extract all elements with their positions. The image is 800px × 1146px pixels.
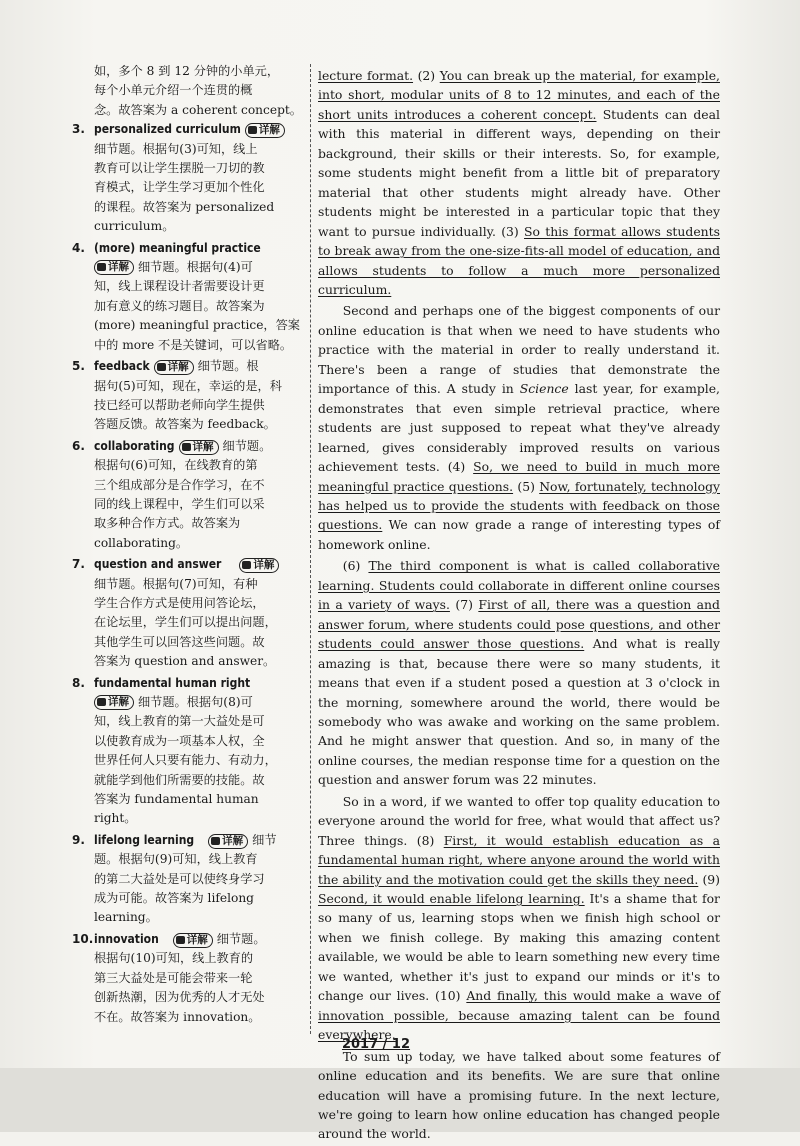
page-number: 2017 / 12 — [341, 1037, 411, 1052]
text-line: 根据句(6)可知，在线教育的第 — [94, 458, 258, 473]
sentence-marker: (10) — [435, 988, 461, 1004]
detail-badge: 详解 — [173, 933, 213, 948]
transcript-paragraph-5: To sum up today, we have talked about some features of online education and its benefits. We are sure that online education will have a promising future. In the next lecture, we're going to learn how online education has changed people around the world. — [318, 1048, 720, 1142]
text-line: 细节题。 — [216, 931, 266, 946]
body-text: Second and perhaps one of the biggest components of our online education is that when we need to have students who practice with the material in order to really understand it. There's been a range of studies that demonstrate the importance of this. A study in — [318, 303, 720, 397]
answer-item-7 — [72, 555, 304, 671]
text-line: 答题反馈。故答案为 feedback。 — [94, 417, 276, 432]
text-line: 细节题。根据句(8)可 — [138, 695, 253, 709]
answer-key: fundamental human right — [94, 675, 251, 690]
text-line: 细节题。根据句(4)可 — [138, 260, 253, 275]
answer-key: feedback — [94, 359, 150, 374]
underlined-text: You can break up the material, for example, into short, modular units of 8 to 12 minutes, and each of the short units introduces a coherent concept. — [318, 68, 720, 122]
text-line: 育模式，让学生学习更加个性化 — [94, 180, 265, 195]
text-line: 不在。故答案为 innovation。 — [94, 1009, 261, 1024]
column-divider — [310, 64, 311, 1034]
answer-key: lifelong learning — [94, 832, 195, 847]
answer-item-9 — [72, 831, 304, 928]
body-text: Students can deal with this material in different ways, depending on their background, their skills or their interests. So, for example, some students might benefit from a little bit of preparatory material that other students might already have. Other students might be interested in a particular topic that they want to pursue individually. — [318, 106, 720, 239]
body-text: We can now grade a range of interesting types of homework online. — [318, 517, 720, 552]
text-line: curriculum。 — [94, 219, 175, 234]
text-line: 知，线上课程设计者需要设计更 — [94, 279, 265, 294]
item-number: 8. — [72, 675, 85, 690]
text-line: collaborating。 — [94, 535, 189, 550]
text-line: 学生合作方式是使用问答论坛， — [94, 595, 265, 610]
body-text: And what is really amazing is that, because there were so many students, it means that even if a student posed a question at 3 o'clock in the morning, somewhere around the world, there would be somebody who was awake and working on the same problem. And he might answer that question. And so, in many of the online courses, the median response time for a question on the question and answer forum was 22 minutes. — [318, 636, 720, 788]
text-line: 细节题。根据句(3)可知，线上 — [94, 141, 258, 156]
book-icon — [176, 936, 185, 944]
text-line: 的课程。故答案为 personalized — [94, 199, 275, 214]
transcript-paragraph-1 — [318, 66, 720, 299]
text-line: 念。故答案为 a coherent concept。 — [94, 102, 302, 117]
text-line: 教育可以让学生摆脱一刀切的教 — [94, 161, 265, 176]
text-line: 世界任何人只要有能力、有动力， — [94, 753, 277, 768]
item-number: 5. — [72, 359, 85, 374]
answer-key: (more) meaningful practice — [94, 240, 261, 255]
item-number: 6. — [72, 438, 85, 453]
text-line: 知，线上教育的第一大益处是可 — [94, 714, 265, 729]
text-line: 中的 more 不是关键词，可以省略。 — [94, 337, 293, 352]
underlined-text: lecture format. — [318, 68, 414, 83]
sentence-marker: (6) — [342, 558, 361, 574]
text-line: 创新热潮，因为优秀的人才无处 — [94, 990, 265, 1005]
answer-explanations-column — [72, 62, 304, 1029]
underlined-text: Second, it would enable lifelong learning. — [318, 891, 585, 907]
sentence-marker: (3) — [501, 223, 519, 239]
underlined-text: So this format allows students to break away from the one-size-fits-all model of education, and allows students to follow a much more personalized curriculum. — [318, 223, 720, 297]
transcript-paragraph-3 — [318, 556, 720, 789]
sentence-marker: (2) — [417, 68, 436, 83]
item-number: 9. — [72, 832, 85, 847]
body-text: So in a word, if we wanted to offer top quality education to everyone around the world for free, what would that affect us? Three things. — [318, 793, 720, 848]
text-line: 答案为 question and answer。 — [94, 654, 276, 669]
text-line: 根据句(10)可知，线上教育的 — [94, 951, 254, 966]
journal-title: Science — [519, 381, 569, 397]
text-line: 据句(5)可知，现在，幸运的是，科 — [94, 378, 282, 393]
underlined-text: And finally, this would make a wave of innovation possible, because amazing talent can be found everywhere. — [318, 988, 720, 1043]
text-line: 细节题。根据句(7)可知，有种 — [94, 576, 258, 591]
book-icon — [242, 561, 251, 569]
text-line: 技已经可以帮助老师向学生提供 — [94, 397, 265, 412]
answer-item-10 — [72, 930, 304, 1027]
book-icon — [97, 263, 106, 271]
detail-badge: 详解 — [245, 123, 285, 138]
text-line: 细节题。 — [222, 438, 272, 453]
text-line: 就能学到他们所需要的技能。故 — [94, 772, 265, 787]
answer-key: personalized curriculum — [94, 122, 241, 137]
answer-item-4 — [72, 239, 304, 355]
text-line: 取多种合作方式。故答案为 — [94, 516, 241, 531]
item-number: 10. — [72, 931, 94, 946]
text-line: 答案为 fundamental human right。 — [94, 792, 259, 826]
book-icon — [97, 698, 106, 706]
book-icon — [157, 363, 166, 371]
underlined-text: The third component is what is called collaborative learning. Students could collaborate in different online courses in a variety of ways. — [318, 558, 720, 613]
book-icon — [248, 126, 257, 134]
text-line: 在论坛里，学生们可以提出问题， — [94, 615, 277, 630]
text-line: 同的线上课程中，学生们可以采 — [94, 496, 265, 511]
text-line: 其他学生可以回答这些问题。故 — [94, 634, 265, 649]
text-line: (more) meaningful practice，答案 — [94, 318, 300, 333]
text-line: 以使教育成为一项基本人权，全 — [94, 733, 265, 748]
answer-key: innovation — [94, 931, 159, 946]
underlined-text: First of all, there was a question and answer forum, where students could pose questions, and other students could answer those questions. — [318, 597, 720, 652]
answer-item-8 — [72, 674, 304, 829]
detail-badge: 详解 — [179, 440, 219, 455]
book-icon — [211, 837, 220, 845]
sentence-marker: (4) — [447, 459, 466, 475]
underlined-text: First, it would establish education as a fundamental human right, where anyone around the world with the ability and the motivation could get the skills they need. — [318, 832, 720, 887]
body-text: last year, for example, demonstrates that even simple retrieval practice, where students are just supposed to repeat what they've already learned, gives considerably improved results on various achievement tests. — [318, 381, 720, 475]
text-line: 每个小单元介绍一个连贯的概 — [94, 83, 253, 98]
item-number: 4. — [72, 240, 85, 255]
answer-key: collaborating — [94, 438, 175, 453]
text-line: 细节题。根 — [197, 359, 259, 374]
item-number: 3. — [72, 122, 85, 137]
text-line: 的第二大益处是可以使终身学习 — [94, 871, 265, 886]
transcript-column — [318, 66, 720, 1146]
answer-item-6 — [72, 437, 304, 553]
detail-badge: 详解 — [94, 695, 134, 710]
underlined-text: So, we need to build in much more meaningful practice questions. — [318, 459, 720, 494]
text-line: 如，多个 8 到 12 分钟的小单元， — [94, 64, 280, 78]
text-line: learning。 — [94, 910, 158, 925]
text-line: 题。根据句(9)可知，线上教育 — [94, 852, 258, 867]
intro-continuation — [72, 62, 304, 120]
detail-badge: 详解 — [94, 260, 134, 275]
detail-badge: 详解 — [208, 834, 248, 849]
answer-item-5 — [72, 357, 304, 435]
transcript-paragraph-2 — [318, 301, 720, 554]
transcript-paragraph-4 — [318, 792, 720, 1045]
sentence-marker: (7) — [455, 597, 473, 613]
sentence-marker: (8) — [416, 832, 435, 848]
text-line: 细节 — [252, 832, 277, 847]
sentence-marker: (5) — [517, 478, 535, 494]
answer-item-3 — [72, 120, 304, 236]
text-line: 三个组成部分是合作学习，在不 — [94, 477, 265, 492]
detail-badge: 详解 — [239, 558, 279, 573]
sentence-marker: (9) — [702, 871, 720, 887]
text-line: 第三大益处是可能会带来一轮 — [94, 970, 253, 985]
text-line: 加有意义的练习题目。故答案为 — [94, 298, 265, 313]
underlined-text: Now, fortunately, technology has helped us to provide the students with feedback on those questions. — [318, 478, 720, 533]
item-number: 7. — [72, 557, 85, 572]
book-icon — [182, 443, 191, 451]
text-line: 成为可能。故答案为 lifelong — [94, 891, 254, 906]
answer-key: question and answer — [94, 557, 222, 572]
body-text: It's a shame that for so many of us, learning stops when we finish high school or when we finish college. By making this amazing content available, we would be able to learn something new every time we wanted, whether it's just to expand our minds or it's to change our lives. — [318, 891, 720, 1004]
detail-badge: 详解 — [154, 360, 194, 375]
